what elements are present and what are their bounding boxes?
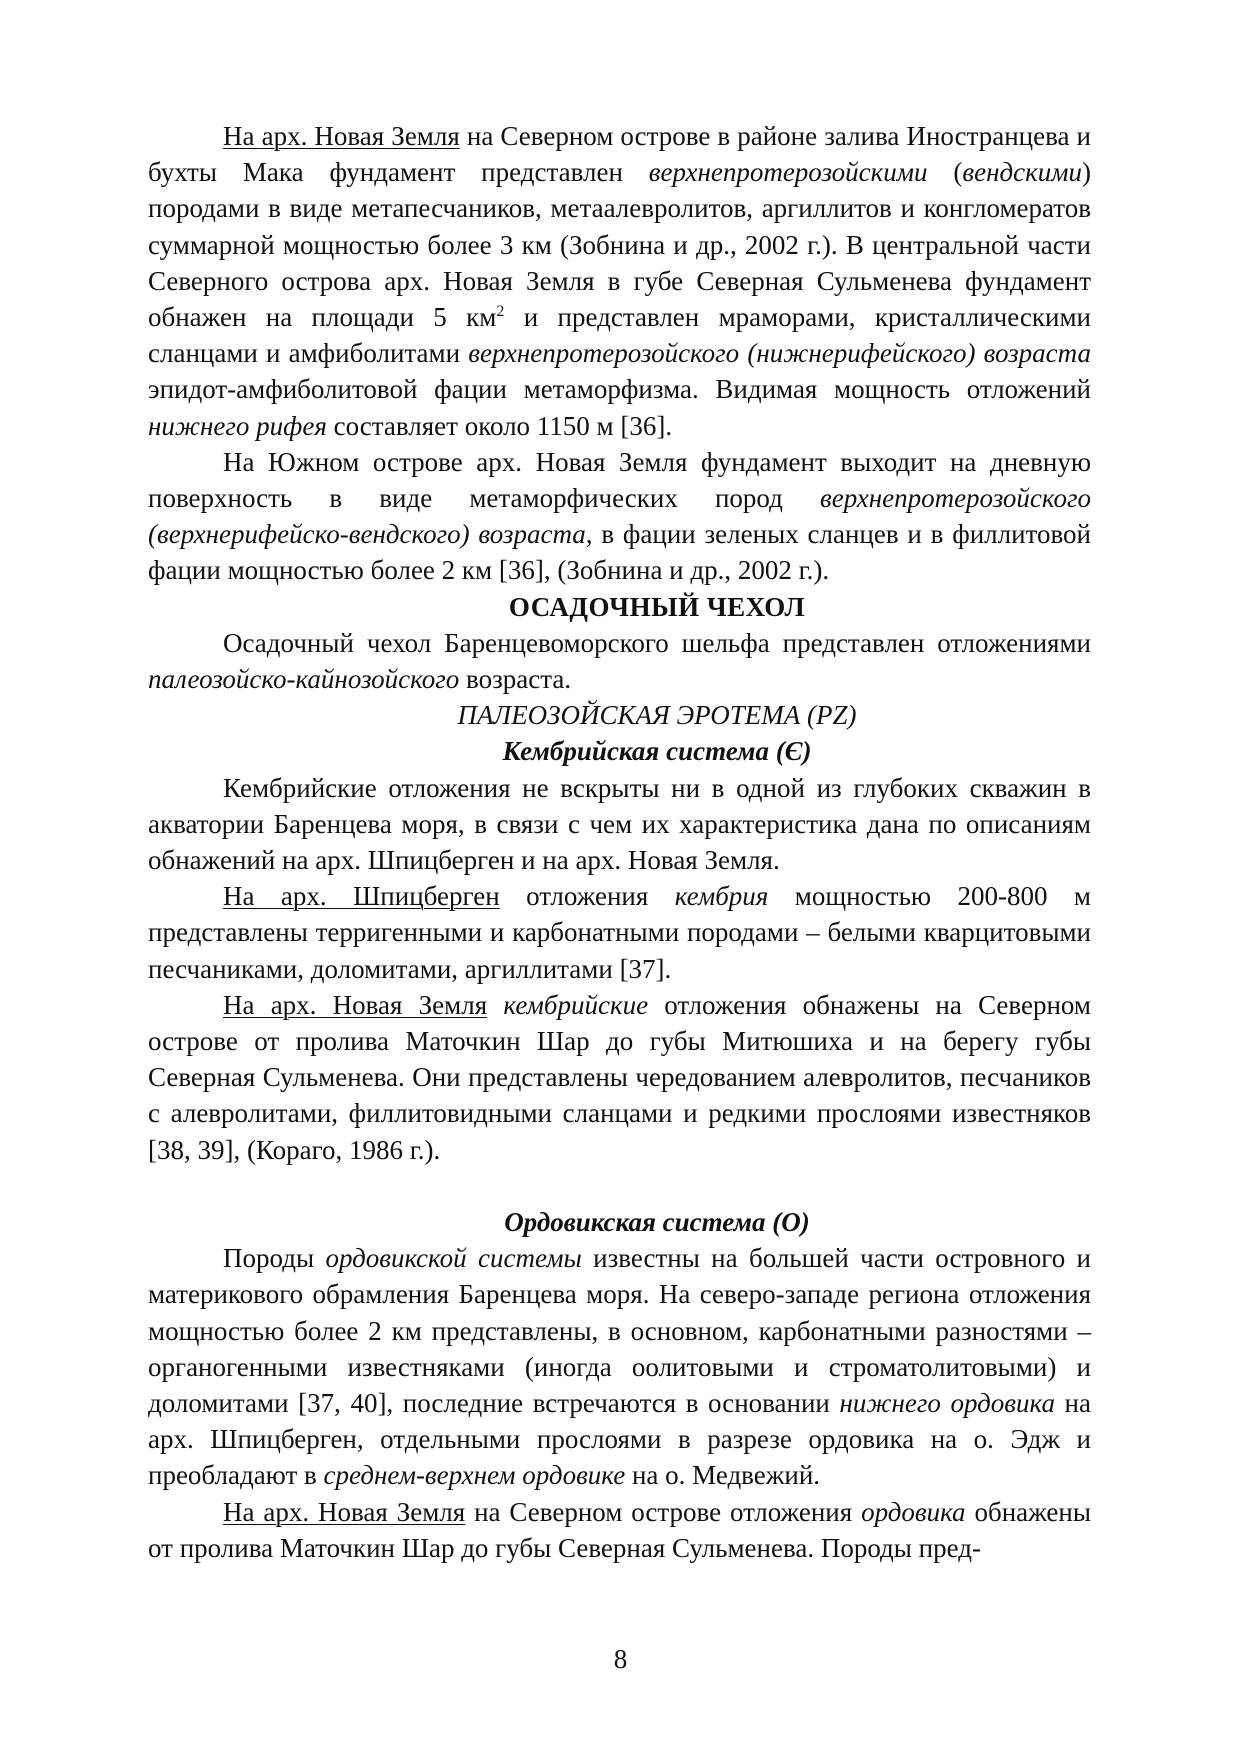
paragraph-ordovician-intro: Породы ордовикской системы известны на большей части островного и материкового обрамления Баренцева моря. На северо-западе региона отложения мощностью более 2 км представлены, в основном, карбонатными разностями – органогенными известняками (иногда оолитовыми и строматолитовыми) и доломитами [37, 40], последние встречаются в основании нижнего ордовика на арх. Шпицберген, отдельными прослоями в разрезе ордовика на о. Эдж и преобладают в среднем-верхнем ордовике на о. Медвежий. xyxy=(148,1243,1091,1491)
page-number: 8 xyxy=(613,1644,628,1674)
heading-paleozoic-erathem: ПАЛЕОЗОЙСКАЯ ЭРОТЕМА (PZ) xyxy=(457,700,857,731)
location-underlined: На арх. Шпицберген xyxy=(223,881,500,912)
section-heading-sedimentary-cover: ОСАДОЧНЫЙ ЧЕХОЛ xyxy=(508,591,806,622)
paragraph-sedimentary-cover-intro: Осадочный чехол Баренцевоморского шельфа представлен отложениями палеозойско-кайнозойского возраста. xyxy=(148,627,1091,695)
paragraph-novaya-zemlya-north-basement: На арх. Новая Земля на Северном острове в районе залива Иностранцева и бухты Мака фундамент представлен верхнепротерозойскими (вендскими) породами в виде метапесчаников, метаалевролитов, аргиллитов и конгломератов суммарной мощностью более 3 км (Зобнина и др., 2002 г.). В центральной части Северного острова арх. Новая Земля в губе Северная Сульменева фундамент обнажен на площади 5 $км^2$ и представлен мраморами, кристаллическими сланцами и амфиболитами верхнепротерозойского (нижнерифейского) возраста эпидот-амфиболитовой фации метаморфизма. Видимая мощность отложений нижнего рифея составляет около 1150 м [36]. xyxy=(148,121,1092,441)
superscript: 2 xyxy=(496,303,505,321)
location-underlined: На арх. Новая Земля xyxy=(223,989,488,1020)
paragraph-ordovician-novaya-zemlya: На арх. Новая Земля на Северном острове отложения ордовика обнажены от пролива Маточкин Шар до губы Северная Сульменева. Породы пред- xyxy=(148,1496,1092,1563)
heading-cambrian-system: Кембрийская система (Є) xyxy=(502,736,812,767)
paragraph-novaya-zemlya-south-basement: На Южном острове арх. Новая Земля фундамент выходит на дневную поверхность в виде метаморфических пород верхнепротерозойского (верхнерифейско-вендского) возраста, в фации зеленых сланцев и в филлитовой фации мощностью более 2 км [36], (Зобнина и др., 2002 г.). xyxy=(148,446,1092,586)
location-underlined: На арх. Новая Земля xyxy=(223,1496,466,1527)
page-body xyxy=(148,118,1091,1566)
heading-ordovician-system: Ордовикская система (О) xyxy=(504,1206,810,1237)
location-underlined: На арх. Новая Земля xyxy=(223,121,460,151)
paragraph-cambrian-novaya-zemlya: На арх. Новая Земля кембрийские отложения обнажены на Северном острове от пролива Маточкин Шар до губы Митюшиха и на берегу губы Северная Сульменева. Они представлены чередованием алевролитов, песчаников с алевролитами, филлитовидными сланцами и редкими прослоями известняков [38, 39], (Кораго, 1986 г.). xyxy=(148,989,1091,1165)
paragraph-cambrian-spitsbergen: На арх. Шпицберген отложения кембрия мощностью 200-800 м представлены терригенными и карбонатными породами – белыми кварцитовыми песчаниками, доломитами, аргиллитами [37]. xyxy=(148,881,1091,984)
paragraph-cambrian-intro: Кембрийские отложения не вскрыты ни в одной из глубоких скважин в акватории Баренцева моря, в связи с чем их характеристика дана по описаниям обнажений на арх. Шпицберген и на арх. Новая Земля. xyxy=(148,772,1091,876)
